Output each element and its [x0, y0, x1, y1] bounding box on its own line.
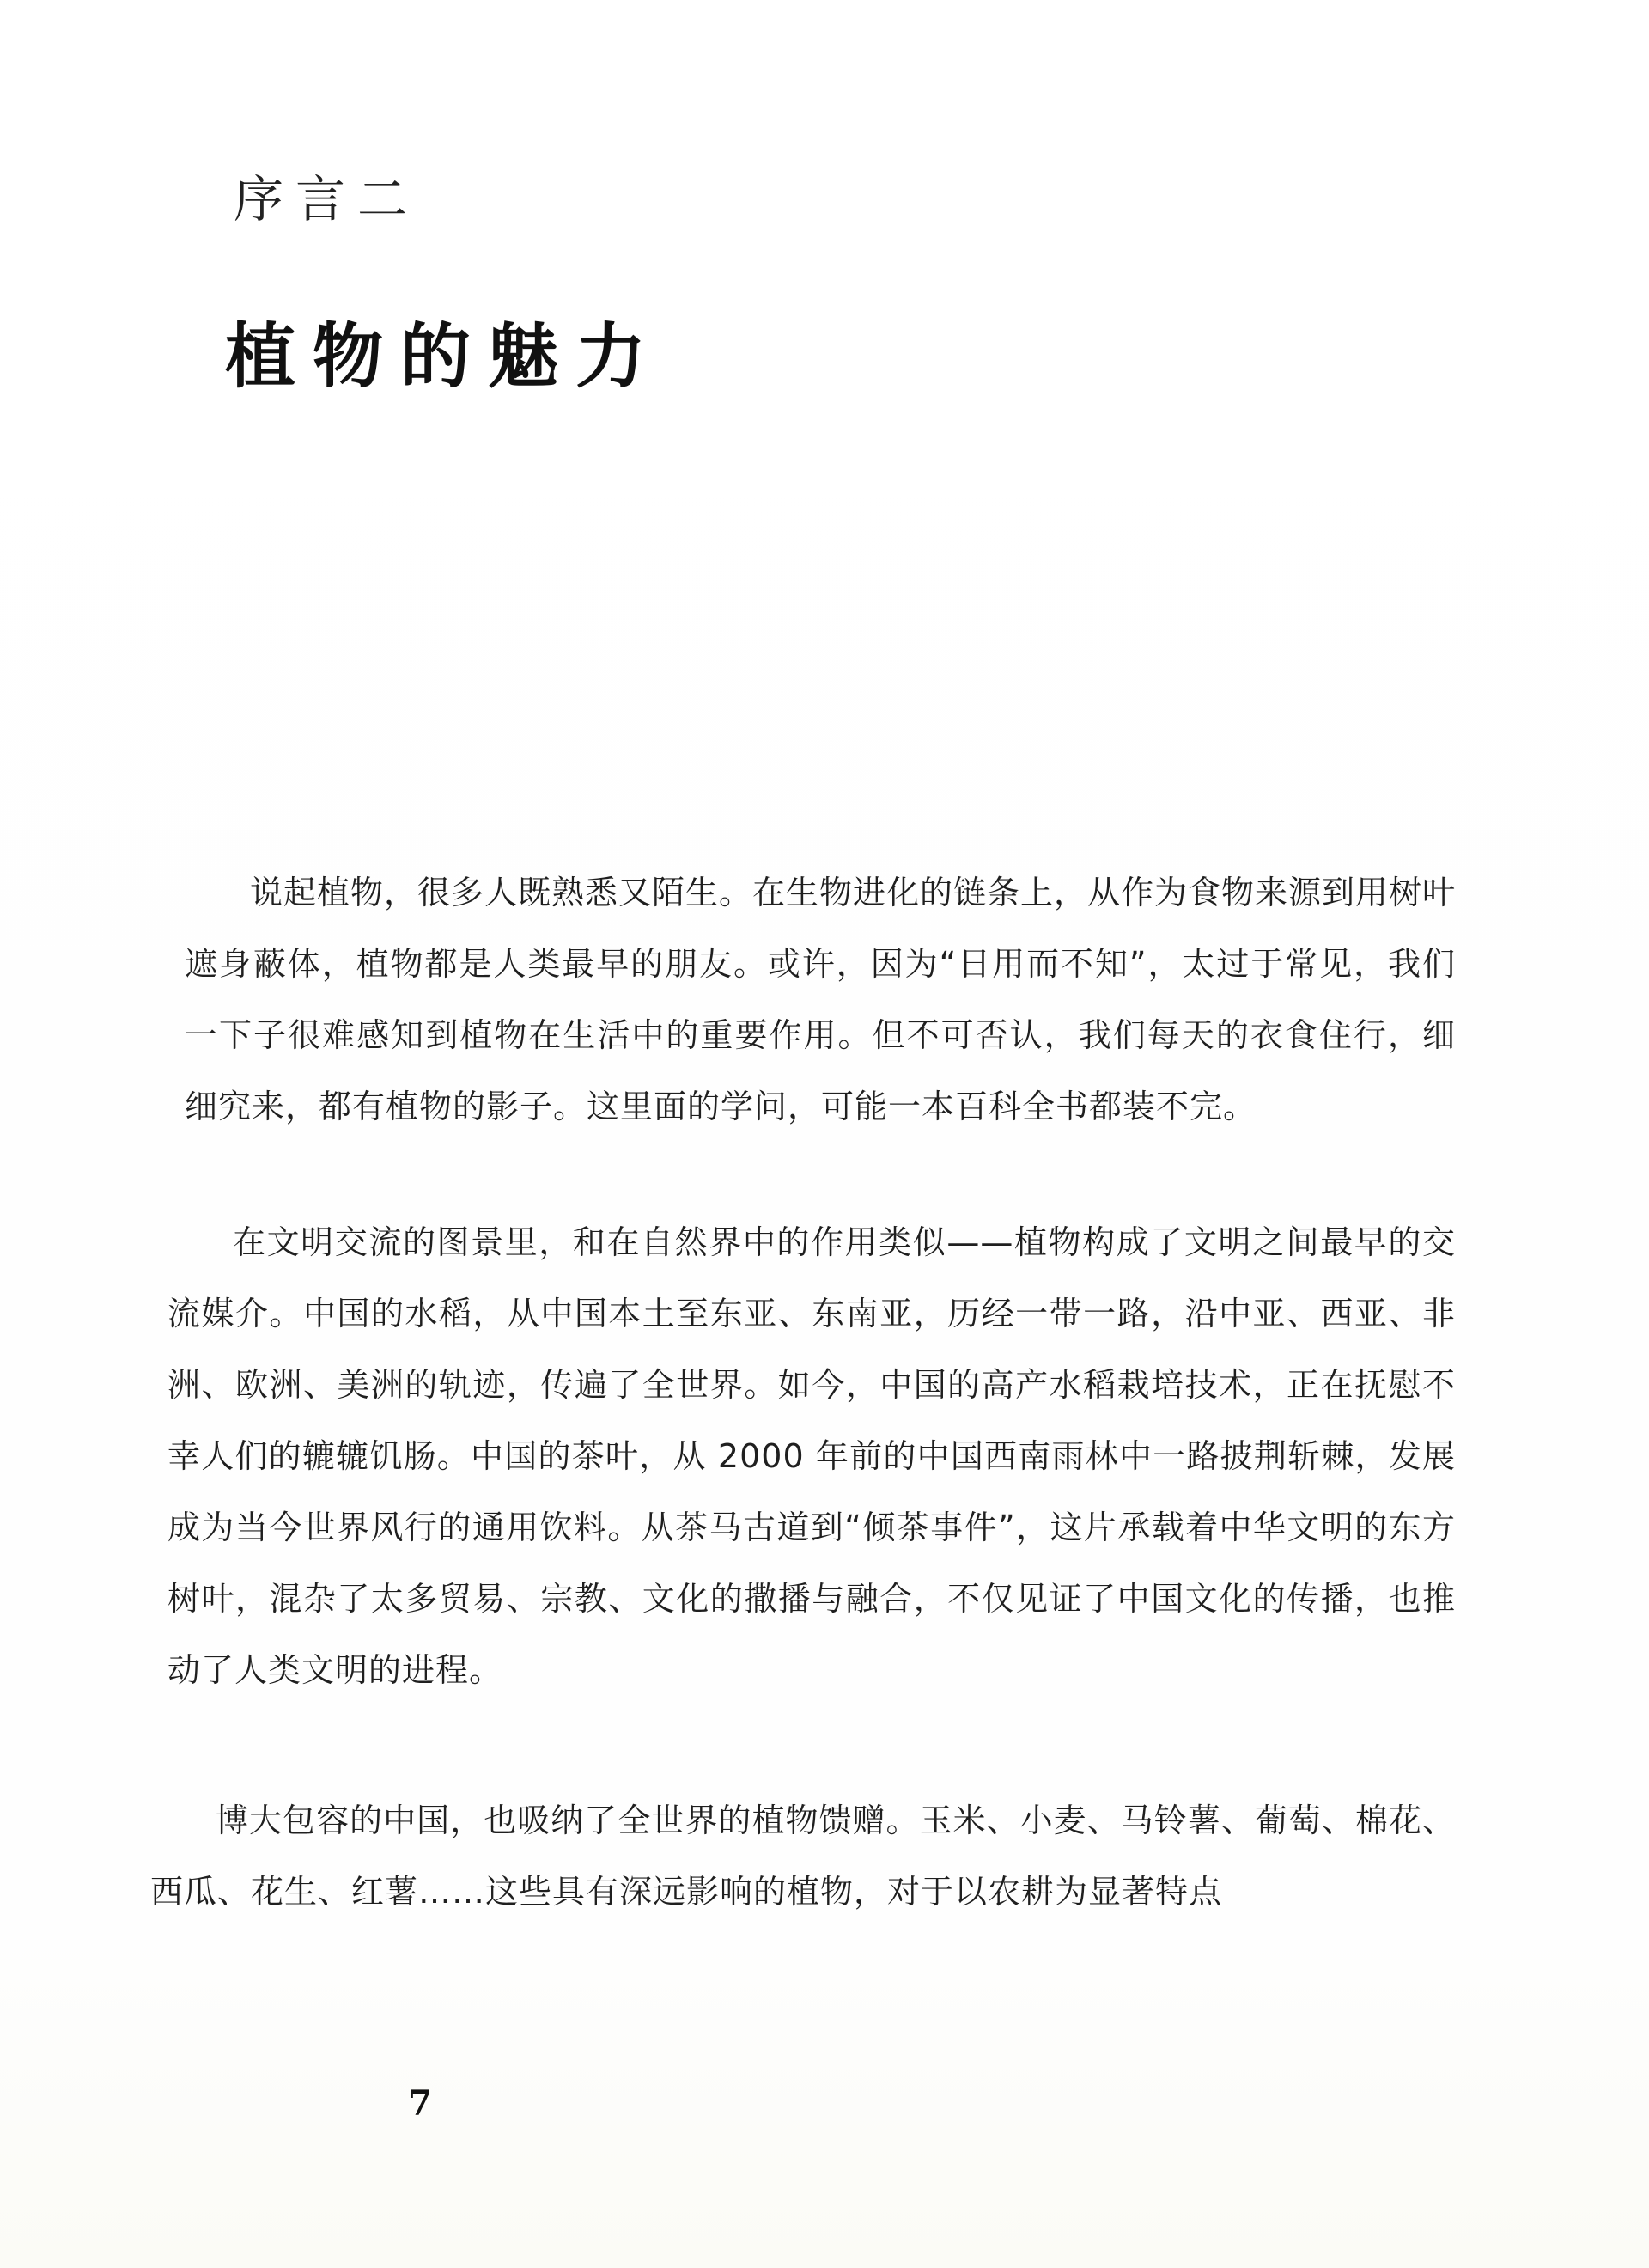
paragraph-2: 在文明交流的图景里，和在自然界中的作用类似——植物构成了文明之间最早的交流媒介。中国的水稻，从中国本土至东亚、东南亚，历经一带一路，沿中亚、西亚、非洲、欧洲、美洲的轨迹，传遍了全世界。如今，中国的高产水稻栽培技术，正在抚慰不幸人们的辘辘饥肠。中国的茶叶，从 2000 年前的中国西南雨林中一路披荆斩棘，发展成为当今世界风行的通用饮料。从茶马古道到“倾茶事件”，这片承载着中华文明的东方树叶，混杂了太多贸易、宗教、文化的撒播与融合，不仅见证了中国文化的传播，也推动了人类文明的进程。 — [167, 1223, 1456, 1689]
paragraph-3: 博大包容的中国，也吸纳了全世界的植物馈赠。玉米、小麦、马铃薯、葡萄、棉花、西瓜、花生、红薯……这些具有深远影响的植物，对于以农耕为显著特点 — [150, 1802, 1456, 1911]
paragraph-1: 说起植物，很多人既熟悉又陌生。在生物进化的链条上，从作为食物来源到用树叶遮身蔽体，植物都是人类最早的朋友。或许，因为“日用而不知”，太过于常见，我们一下子很难感知到植物在生活中的重要作用。但不可否认，我们每天的衣食住行，细细究来，都有植物的影子。这里面的学问，可能一本百科全书都装不完。 — [185, 874, 1457, 1125]
chapter-label: 序言二 — [234, 170, 420, 229]
chapter-title: 植物的魅力 — [225, 316, 664, 398]
page-number: 7 — [408, 2083, 432, 2124]
